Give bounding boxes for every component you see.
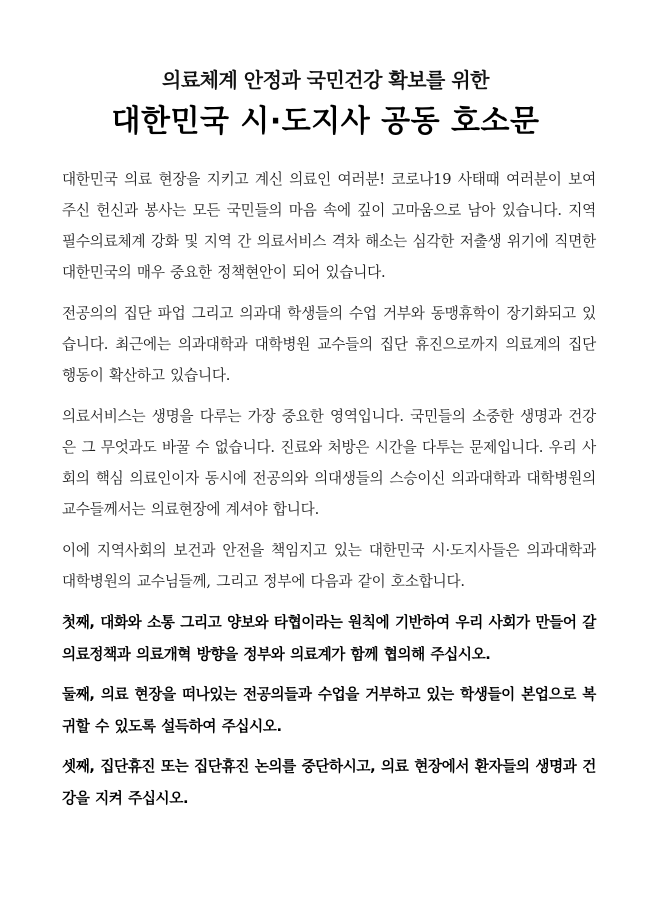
appeal-second: 둘째, 의료 현장을 떠나있는 전공의들과 수업을 거부하고 있는 학생들이 본업으로 복귀할 수 있도록 설득하여 주십시오.	[62, 686, 596, 735]
document-body	[62, 164, 596, 823]
document-subtitle: 의료체계 안정과 국민건강 확보를 위한	[162, 68, 489, 92]
paragraph: 전공의의 집단 파업 그리고 의과대 학생들의 수업 거부와 동맹휴학이 장기화되고 있습니다. 최근에는 의과대학과 대학병원 교수들의 집단 휴진으로까지 의료계의 집단행동이 확산하고 있습니다.	[62, 305, 596, 384]
paragraph: 이에 지역사회의 보건과 안전을 책임지고 있는 대한민국 시·도지사들은 의과대학과 대학병원의 교수님들께, 그리고 정부에 다음과 같이 호소합니다.	[62, 542, 596, 590]
appeal-first: 첫째, 대화와 소통 그리고 양보와 타협이라는 원칙에 기반하여 우리 사회가 만들어 갈 의료정책과 의료개혁 방향을 정부와 의료계가 함께 협의해 주십시오.	[62, 614, 596, 663]
paragraph: 의료서비스는 생명을 다루는 가장 중요한 영역입니다. 국민들의 소중한 생명과 건강은 그 무엇과도 바꿀 수 없습니다. 진료와 처방은 시간을 다투는 문제입니다. 우리 사회의 핵심 의료인이자 동시에 전공의와 의대생들의 스승이신 의과대학과 대학병원의 교수들께서는 의료현장에 계셔야 합니다.	[62, 408, 596, 518]
document-title: 대한민국 시·도지사 공동 호소문	[111, 104, 540, 139]
paragraph: 대한민국 의료 현장을 지키고 계신 의료인 여러분! 코로나19 사태때 여러분이 보여주신 헌신과 봉사는 모든 국민들의 마음 속에 깊이 고마움으로 남아 있습니다. 지역 필수의료체계 강화 및 지역 간 의료서비스 격차 해소는 심각한 저출생 위기에 직면한 대한민국의 매우 중요한 정책현안이 되어 있습니다.	[62, 171, 596, 281]
appeal-third: 셋째, 집단휴진 또는 집단휴진 논의를 중단하시고, 의료 현장에서 환자들의 생명과 건강을 지켜 주십시오.	[62, 758, 596, 807]
